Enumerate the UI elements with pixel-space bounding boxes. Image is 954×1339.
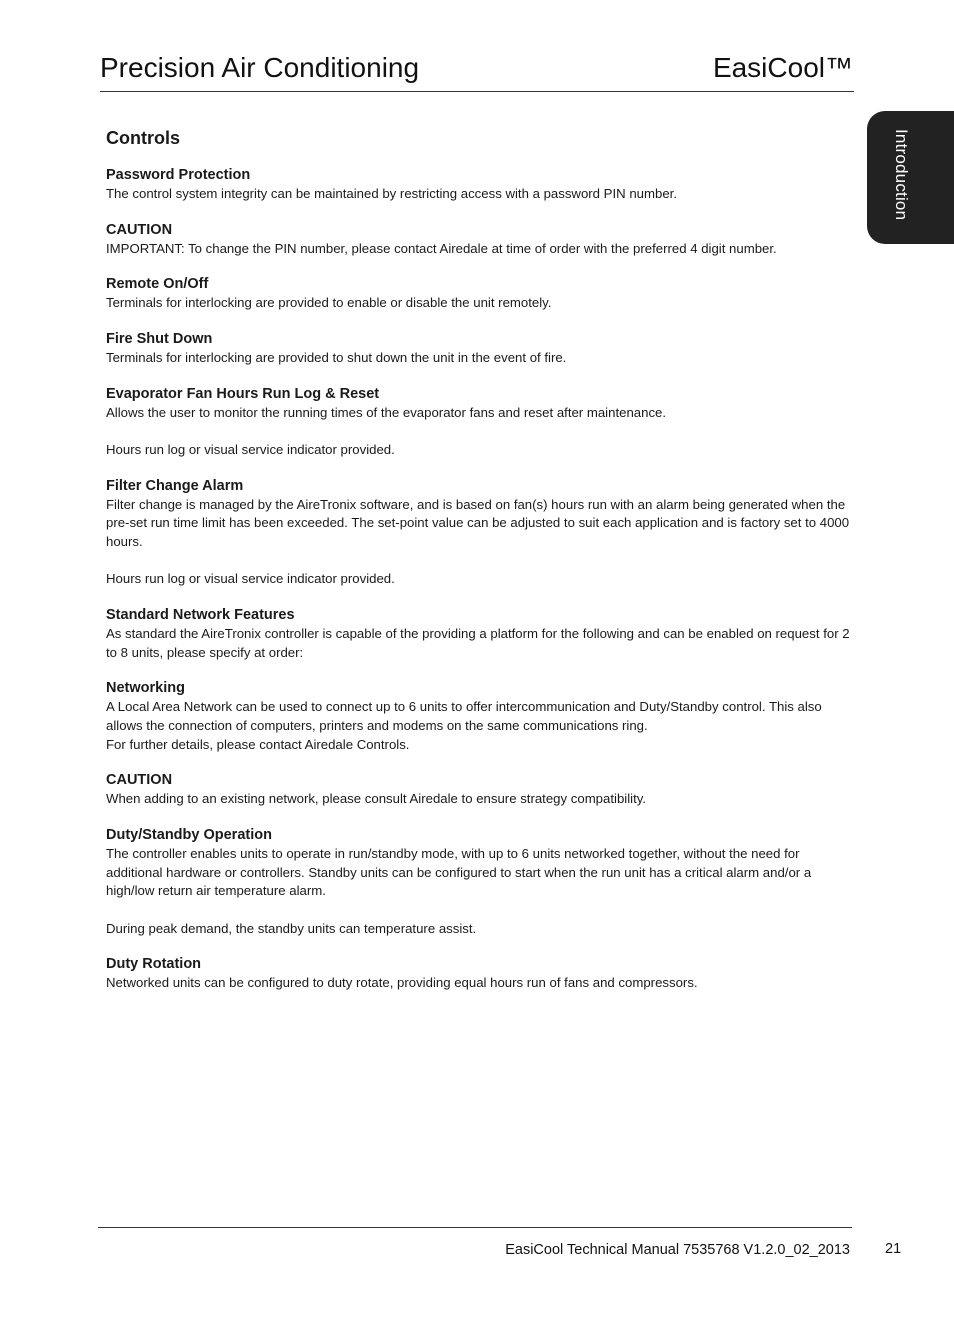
block-paragraph: Terminals for interlocking are provided to enable or disable the unit remotely. — [106, 295, 552, 311]
block-heading: CAUTION — [106, 772, 173, 789]
block-paragraph: When adding to an existing network, please consult Airedale to ensure strategy compatibility. — [106, 791, 647, 807]
block-paragraph: The controller enables units to operate in run/standby mode, with up to 6 units networked together, without the need for additional hardware or controllers. Standby units can be configured to start when the run unit has a critical alarm and/or a high/low return air temperature alarm. — [106, 846, 812, 899]
block-heading: Evaporator Fan Hours Run Log & Reset — [106, 385, 380, 402]
content-blocks — [106, 166, 851, 993]
main-content — [106, 127, 851, 1010]
section-tab-label: Introduction — [892, 129, 911, 221]
block-paragraph: Terminals for interlocking are provided to shut down the unit in the event of fire. — [106, 350, 567, 366]
content-block — [106, 826, 851, 938]
product-name: EasiCool™ — [712, 52, 853, 83]
block-paragraph: Allows the user to monitor the running times of the evaporator fans and reset after maintenance. — [106, 404, 667, 420]
block-heading: Duty/Standby Operation — [106, 827, 272, 844]
block-paragraph: Filter change is managed by the AireTronix software, and is based on fan(s) hours run with an alarm being generated when the pre-set run time limit has been exceeded. The set-point value can be adjusted to suit each application and is factory set to 4000 hours. — [106, 496, 850, 550]
content-block — [106, 221, 851, 259]
content-block — [106, 330, 851, 368]
content-block — [106, 166, 851, 204]
content-block — [106, 955, 851, 993]
content-block — [106, 385, 851, 460]
section-tab — [867, 111, 954, 244]
content-block — [106, 606, 851, 662]
block-paragraph: Hours run log or visual service indicator provided. — [106, 441, 395, 457]
page-number: 21 — [885, 1241, 902, 1257]
content-block — [106, 771, 851, 809]
block-heading: Password Protection — [106, 167, 251, 183]
block-paragraph: Hours run log or visual service indicator provided. — [106, 571, 395, 587]
section-title: Controls — [106, 128, 180, 148]
content-block — [106, 275, 851, 313]
block-heading: Standard Network Features — [106, 606, 295, 623]
block-heading: Networking — [106, 680, 185, 697]
block-paragraph: IMPORTANT: To change the PIN number, please contact Airedale at time of order with the preferred 4 digit number. — [106, 240, 777, 256]
block-heading: Duty Rotation — [106, 956, 202, 973]
content-block — [106, 477, 851, 589]
block-paragraph: During peak demand, the standby units can temperature assist. — [106, 920, 477, 936]
header-title: Precision Air Conditioning — [100, 52, 420, 83]
block-paragraph: Networked units can be configured to duty rotate, providing equal hours run of fans and compressors. — [106, 975, 698, 991]
header-divider — [100, 91, 854, 92]
block-heading: Remote On/Off — [106, 276, 209, 293]
block-heading: Filter Change Alarm — [106, 477, 244, 494]
content-block — [106, 679, 851, 754]
footer-manual-title: EasiCool Technical Manual 7535768 V1.2.0_02_2013 — [505, 1242, 850, 1258]
block-paragraph: The control system integrity can be maintained by restricting access with a password PIN number. — [106, 186, 677, 201]
block-paragraph: A Local Area Network can be used to connect up to 6 units to offer intercommunication and Duty/Standby control. This also allows the connection of computers, printers and modems on the same communications ring. For further details, please contact Airedale Controls. — [106, 699, 822, 752]
block-heading: Fire Shut Down — [106, 331, 213, 348]
block-paragraph: As standard the AireTronix controller is capable of the providing a platform for the following and can be enabled on request for 2 to 8 units, please specify at order: — [106, 625, 850, 660]
block-heading: CAUTION — [106, 221, 173, 238]
footer-divider — [98, 1227, 852, 1228]
